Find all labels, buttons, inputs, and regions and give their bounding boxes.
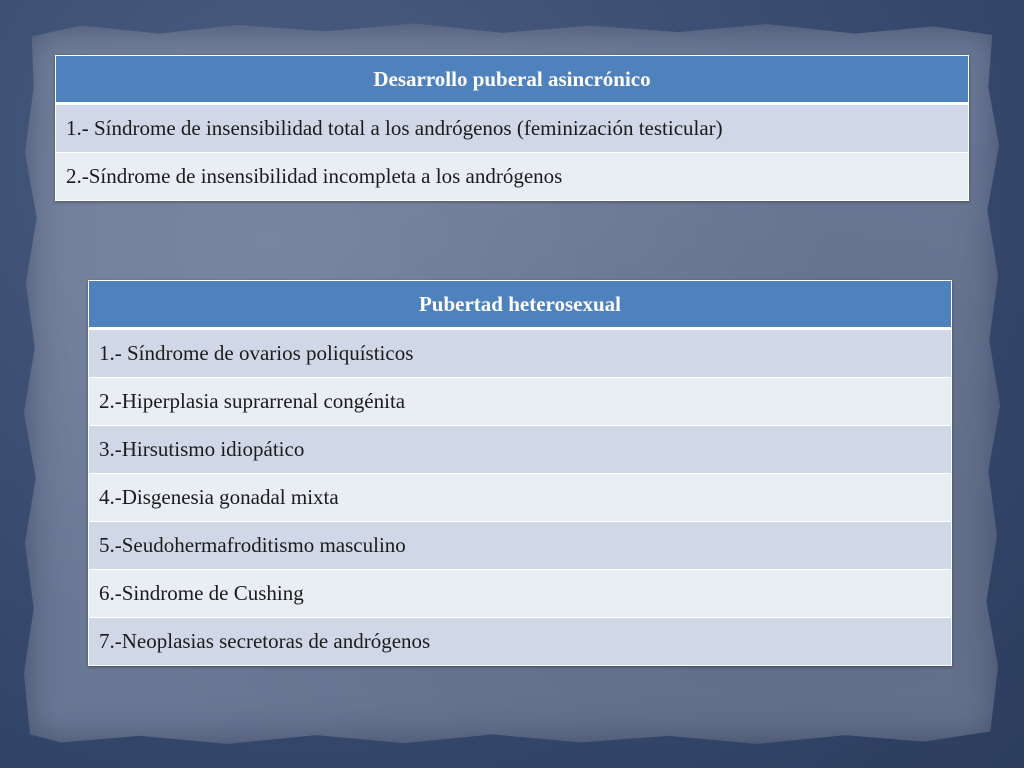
table-row <box>89 474 952 522</box>
table-cell: 1.- Síndrome de insensibilidad total a los andrógenos (feminización testicular) <box>56 104 969 153</box>
table-cell: 1.- Síndrome de ovarios poliquísticos <box>89 329 952 378</box>
table-pubertad-heterosexual <box>88 280 952 666</box>
table-cell: 5.-Seudohermafroditismo masculino <box>89 522 952 570</box>
table-cell: 7.-Neoplasias secretoras de andrógenos <box>89 618 952 666</box>
table-row <box>89 329 952 378</box>
table-row <box>89 618 952 666</box>
table-row <box>89 378 952 426</box>
table-desarrollo-puberal-asincronico <box>55 55 969 201</box>
table-row <box>89 426 952 474</box>
table-row <box>56 104 969 153</box>
table-header-cell: Pubertad heterosexual <box>89 281 952 329</box>
table-header-row <box>89 281 952 329</box>
table-row <box>89 522 952 570</box>
table-cell: 3.-Hirsutismo idiopático <box>89 426 952 474</box>
table-row <box>89 570 952 618</box>
table-cell: 4.-Disgenesia gonadal mixta <box>89 474 952 522</box>
table-row <box>56 153 969 201</box>
table-cell: 2.-Hiperplasia suprarrenal congénita <box>89 378 952 426</box>
table-cell: 2.-Síndrome de insensibilidad incompleta a los andrógenos <box>56 153 969 201</box>
table-cell: 6.-Sindrome de Cushing <box>89 570 952 618</box>
table-header-row <box>56 56 969 104</box>
table-header-cell: Desarrollo puberal asincrónico <box>56 56 969 104</box>
